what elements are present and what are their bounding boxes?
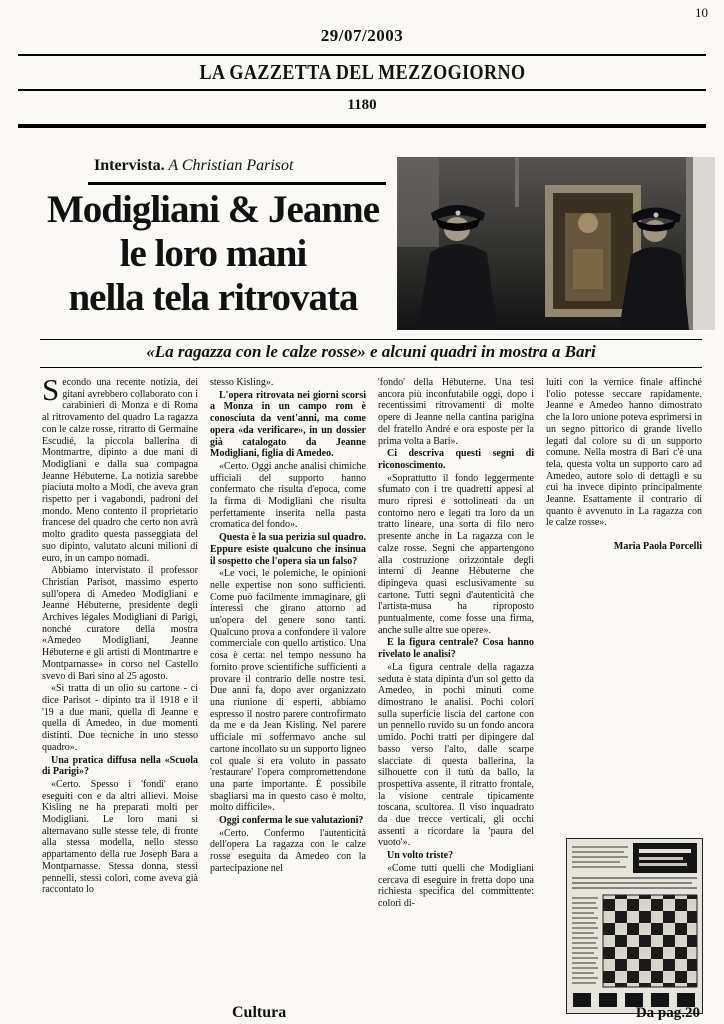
- byline: Maria Paola Porcelli: [613, 541, 702, 553]
- interview-question: Ci descriva questi segni di riconoscimento.: [378, 448, 534, 471]
- interview-question: E la figura centrale? Cosa hanno rivelato le analisi?: [378, 637, 534, 661]
- masthead-text: LA GAZZETTA DEL MEZZOGIORNO: [199, 60, 525, 84]
- column-1: [42, 377, 198, 1013]
- carabinieri-painting-photo: [397, 157, 715, 330]
- paragraph: «Certo. Confermo l'autenticità dell'opera La ragazza con le calze rosse eseguita da Amedeo con la partecipazione nel: [210, 827, 366, 874]
- checkerboard-graphic: [603, 895, 697, 987]
- paragraph: Abbiamo intervistato il professor Christian Parisot, massimo esperto sull'opera di Amedeo Modigliani e Jeanne Hébuterne, presidente degli Archives légales Modigliani di Parigi, nonché curatore della mostra «Amedeo Modigliani, Jeanne Hébuterne e gli artisti di Montmartre e Montparnasse» in corso nel Castello svevo di Bari sino al 25 agosto.: [42, 565, 198, 682]
- subhead-rule-bottom: [40, 367, 702, 368]
- header-divider: [18, 54, 706, 56]
- paragraph: «Si tratta di un olio su cartone - ci dice Parisot - dipinto tra il 1918 e il '19 a due mani, quella di Jeanne e quella di Amedeo, in due momenti distinti. Due tecniche in uno stesso quadro».: [42, 683, 198, 753]
- drop-cap: S: [42, 377, 60, 407]
- interview-question: L'opera ritrovata nei giorni scorsi a Monza in un campo rom è conosciuta da vent'anni, ma come opera «da verificare», in un dossier già catalogato da Jeanne Modigliani, figlia di Amedeo.: [210, 389, 366, 460]
- paragraph: [42, 377, 198, 564]
- interview-question: Una pratica diffusa nella «Scuola di Parigi»?: [42, 754, 198, 778]
- headline-line-1: Modigliani & Jeanne: [46, 188, 380, 231]
- kicker-label: Intervista.: [94, 157, 165, 174]
- page-number: 10: [695, 5, 708, 20]
- interview-question: Oggi conferma le sue valutazioni?: [219, 815, 364, 827]
- masthead-divider: [18, 89, 706, 91]
- page-20-clipping-thumbnail: [566, 838, 703, 1014]
- section-label: Cultura: [232, 1004, 287, 1021]
- column-2: [210, 377, 366, 1013]
- paragraph: «Come tutti quelli che Modigliani cercava di eseguire in fretta dopo una richiesta specifica del committente: colori di-: [378, 862, 534, 909]
- headline: [34, 188, 392, 320]
- paragraph: «Le voci, le polemiche, le opinioni nelle expertise non sono sufficienti. Come può facilmente immaginare, gli interessi che girano attorno ad un'opera del genere sono tanti. Qualcuno prova a confondere il valore commerciale con quello artistico. Una cosa è certa: nel tempo nessuno ha fornito prove scientifiche sufficienti a provare il contrario delle nostre tesi. Due anni fa, dopo aver organizzato una riunione di esperti, abbiamo espresso il nostro parere controfirmato da me e da Jean Kisling. Nel parere ufficiale mi soffermavo anche sul cartone incollato su un supporto ligneo col quale si era voluto in passato 'restaurare' l'opera compromettendone una parte importante. È possibile sbagliarsi ma in questo caso è molto, molto difficile».: [210, 568, 366, 814]
- paragraph: «Soprattutto il fondo leggermente sfumato con i tre quadretti appesi al muro ripresi e sottolineati da un contorno nero e legati tra loro da un tratto lineare, una sorta di filo nero presente anche in La ragazza con le calze rosse. Segni che appartengono alla costruzione orizzontale degli interni di Jeanne Hébuterne che dipingeva quasi esclusivamente su cartone. Tutti segni d'autenticità che l'artista-musa ha riproposto puntualmente, come fosse una firma, anche sulle altre sue opere».: [378, 472, 534, 636]
- interview-question: Questa è la sua perizia sul quadro. Eppure esiste qualcuno che insinua il sospetto che l'opera sia un falso?: [210, 532, 366, 567]
- paragraph: «Certo. Oggi anche analisi chimiche ufficiali del supporto hanno confermato che risulta d'epoca, come la firma di Modigliani che risulta perfettamente inserita nella pasta cromatica del fondo».: [210, 460, 366, 531]
- edition-number: 1180: [347, 97, 377, 113]
- kicker-subject: A Christian Parisot: [164, 157, 294, 174]
- kicker: [94, 157, 293, 175]
- headline-line-2: le loro mani: [119, 232, 307, 275]
- paragraph: 'fondo' della Hébuterne. Una tesi ancora più inconfutabile oggi, dopo i recentissimi ritrovamenti di molte opere di Jeanne nella cantina parigina del fratello André e ora esposte per la prima volta a Bari».: [378, 377, 534, 447]
- thick-divider: [18, 124, 706, 128]
- date: 29/07/2003: [320, 26, 404, 45]
- interview-question: Un volto triste?: [387, 850, 454, 862]
- column-3: [378, 377, 534, 1013]
- bright-door-panel: [693, 157, 715, 330]
- from-page-label: Da pag.20: [635, 1005, 700, 1021]
- masthead: [0, 60, 724, 85]
- paragraph: «La figura centrale della ragazza seduta è stata dipinta d'un sol getto da Amedeo, in pochi minuti come dimostrano le analisi. Pochi colori sulla superficie liscia del cartone con un pennello ruvido su un fondo ancora umido. Pochi tratti per dipingere dal basso verso l'alto, dalle scarpe slacciate di questa ballerina, la silhouette con il tutù da ballo, la prospettiva assente, il ritratto frontale, la visione centrale tipicamente toscana, scultorea. Il viso inquadrato da due trecce verticali, gli occhi assenti a ricordare la 'paura del vuoto'».: [378, 661, 534, 849]
- paragraph: «Certo. Spesso i 'fondi' erano eseguiti con e da altri allievi. Moise Kisling ne ha preparati molti per Modigliani. Le loro mani si alternavano sulle stesse tele, di fronte alla stessa modella, nello stesso appartamento della rue Joseph Bara a Montparnasse. Stessa donna, stessi pennelli, stessi colori, come aveva già raccontato lo: [42, 778, 198, 896]
- clipping-image: [567, 839, 702, 1013]
- paragraph-text: econdo una recente notizia, dei gitani avrebbero collaborato con i carabinieri di Monza e di Roma al ritrovamento del quadro La ragazza con le calze rosse, ritratto di Germaine Escudié, la piccola ballerina di Montmartre, dipinto a due mani di Modigliani e dalla sua compagna Jeanne Hébuterne. La notizia sarebbe piaciuta molto a Modi, che aveva gran rispetto per i vagabondi, padroni del mondo. Meno contento il proprietario francese del quadro che certo non avrà molto gradito questa passeggiata del suo dipinto, valutato alcuni milioni di euro, in un campo nomadi.: [42, 377, 198, 564]
- kicker-underline: [88, 182, 386, 185]
- subhead: «La ragazza con le calze rosse» e alcuni quadri in mostra a Bari: [146, 342, 596, 361]
- paragraph: stesso Kisling».: [210, 377, 274, 388]
- paragraph: luiti con la vernice finale affinché l'olio potesse seccare rapidamente. Jeanne e Amedeo hanno dimostrato che la loro unione poteva esprimersi in un segno pittorico di grande livello legati dal colore su di un supporto comune. Nella mostra di Bari c'è una tela, questa volta un supporto caro ad Amedeo, autore solo di dettagli e su cui ha invece dipinto principalmente Jeanne. Esattamente il contrario di quanto è avvenuto in La ragazza con le calze rosse».: [546, 377, 702, 529]
- article-photo: [397, 157, 715, 330]
- headline-line-3: nella tela ritrovata: [68, 276, 358, 319]
- subhead-rule-top: [40, 339, 702, 340]
